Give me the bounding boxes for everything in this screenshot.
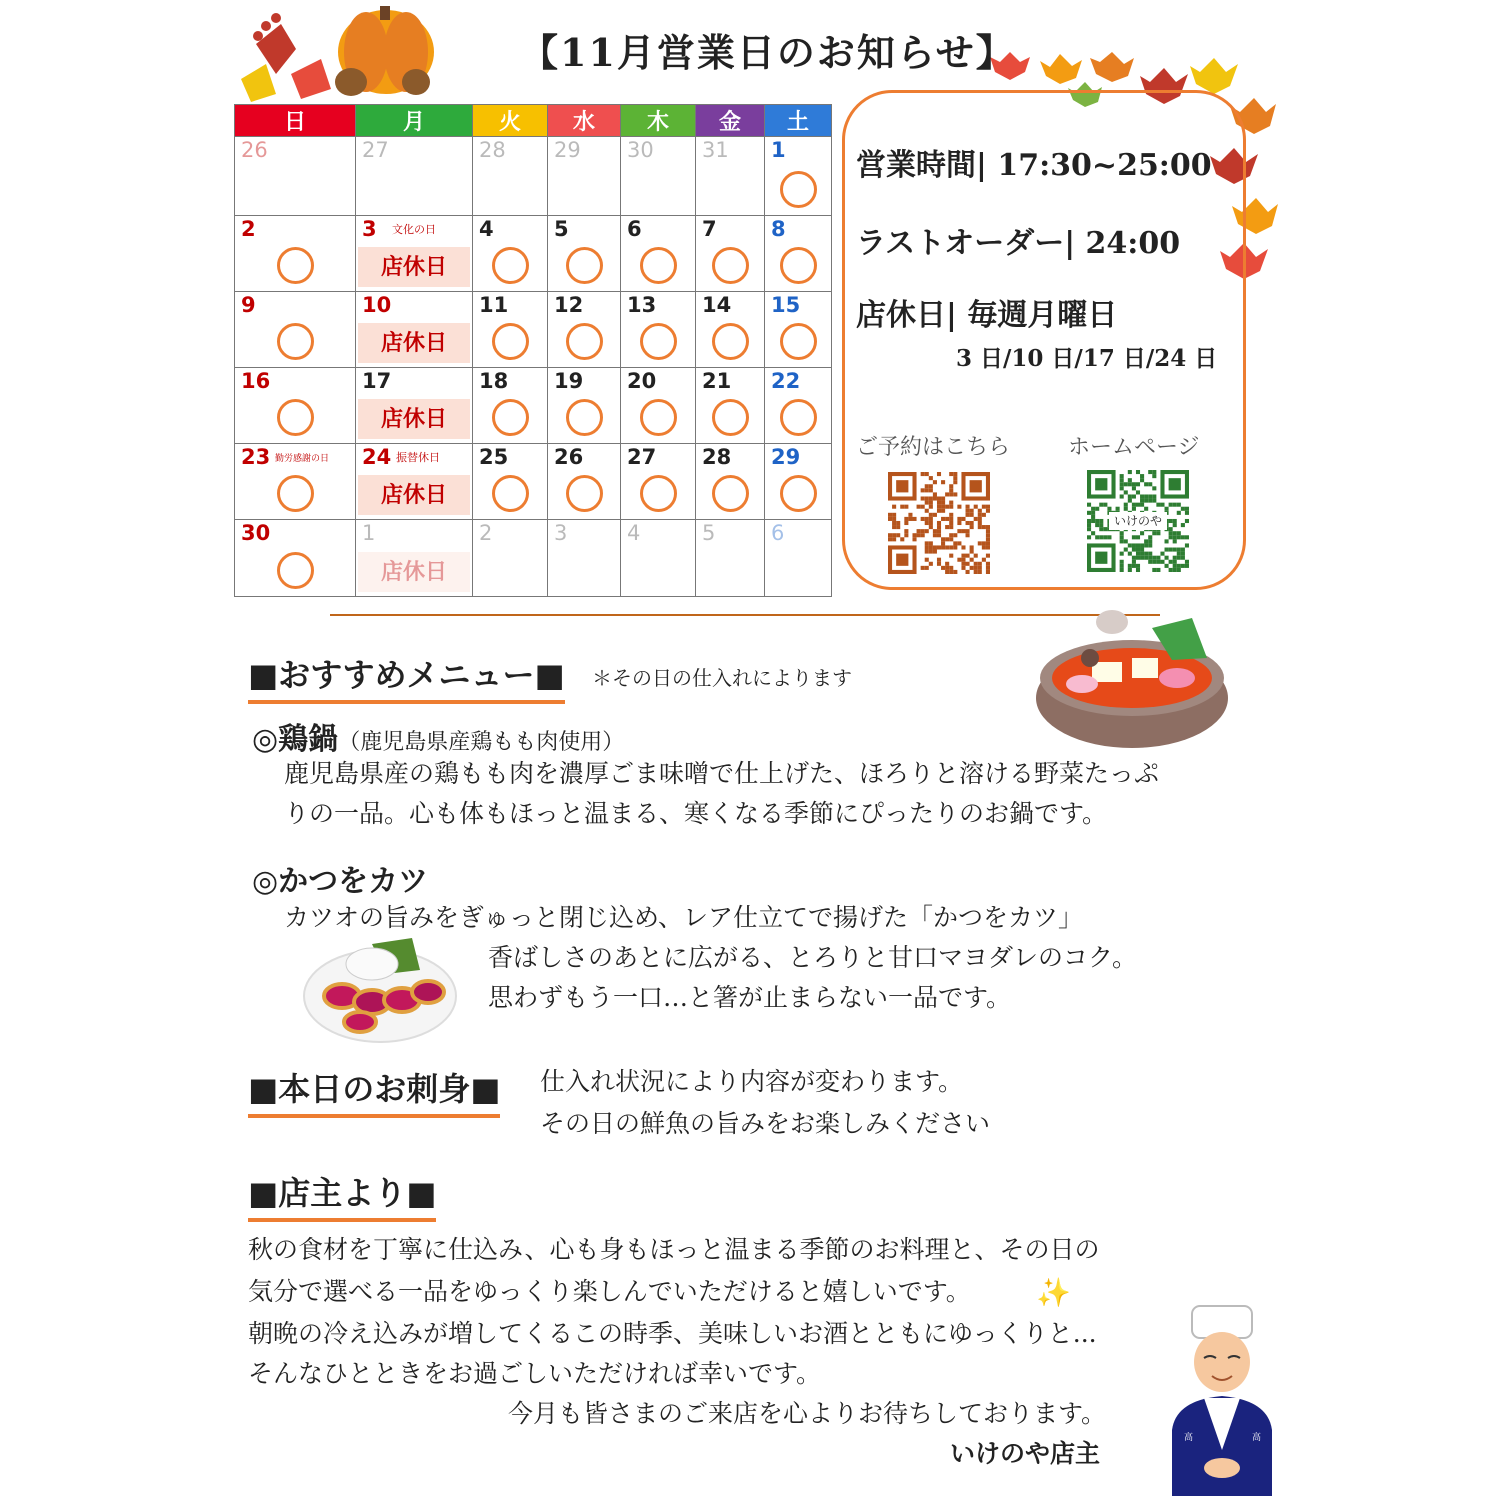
calendar-day-cell — [548, 444, 621, 520]
dish1-subtitle: （鹿児島県産鶏もも肉使用） — [338, 730, 625, 755]
calendar-date-number: 4 — [627, 521, 641, 545]
calendar-date-number: 29 — [771, 445, 801, 469]
calendar-day-cell — [235, 368, 356, 444]
page-title: 【11月営業日のお知らせ】 — [520, 30, 1016, 75]
open-day-circle — [712, 247, 749, 284]
open-day-circle — [277, 399, 314, 436]
calendar-day-cell — [765, 292, 832, 368]
weekday-header: 木 — [621, 105, 696, 137]
calendar-day-cell — [621, 216, 696, 292]
calendar-date-number: 8 — [771, 217, 786, 241]
calendar-date-number: 30 — [627, 138, 654, 162]
calendar-date-number: 12 — [554, 293, 584, 317]
svg-text:高: 高 — [1184, 1433, 1194, 1443]
open-day-circle — [780, 399, 817, 436]
dish1-name: ◎鶏鍋 — [252, 722, 339, 757]
dish2-description-line3: 思わずもう一口…と箸が止まらない一品です。 — [488, 983, 1012, 1012]
open-day-circle — [277, 475, 314, 512]
calendar-date-number: 16 — [241, 369, 271, 393]
closed-day-badge: 店休日 — [358, 247, 470, 287]
calendar-day-cell — [696, 520, 765, 597]
sashimi-line2: その日の鮮魚の旨みをお楽しみください — [540, 1109, 991, 1138]
weekday-header: 水 — [548, 105, 621, 137]
calendar-day-cell — [356, 444, 473, 520]
calendar-date-number: 6 — [771, 521, 785, 545]
calendar-day-cell — [356, 292, 473, 368]
calendar-day-cell — [621, 368, 696, 444]
closed-day-badge: 店休日 — [358, 399, 470, 439]
calendar-day-cell — [356, 520, 473, 597]
calendar-date-number: 2 — [479, 521, 493, 545]
calendar-date-number: 25 — [479, 445, 509, 469]
calendar-date-number: 13 — [627, 293, 657, 317]
calendar-day-cell — [235, 216, 356, 292]
reservation-qr-code[interactable] — [888, 472, 990, 574]
calendar-day-cell — [696, 137, 765, 216]
calendar-date-number: 27 — [627, 445, 657, 469]
closed-dates: 3 日/10 日/17 日/24 日 — [956, 345, 1218, 372]
sparkle-icon: ✨ — [1036, 1276, 1071, 1309]
calendar-day-cell — [473, 520, 548, 597]
calendar-date-number: 28 — [479, 138, 506, 162]
calendar-date-number: 21 — [702, 369, 732, 393]
open-day-circle — [780, 247, 817, 284]
weekday-header: 火 — [473, 105, 548, 137]
calendar-date-number: 31 — [702, 138, 729, 162]
owner-line3: 朝晩の冷え込みが増してくるこの時季、美味しいお酒とともにゆっくりと... — [248, 1319, 1097, 1348]
calendar-date-number: 20 — [627, 369, 657, 393]
sashimi-heading: ■本日のお刺身■ — [248, 1064, 500, 1118]
calendar-day-cell — [765, 444, 832, 520]
calendar-date-number: 3 — [554, 521, 568, 545]
calendar-date-number: 29 — [554, 138, 581, 162]
calendar-date-number: 5 — [702, 521, 716, 545]
homepage-label: ホームページ — [1068, 435, 1200, 460]
calendar-day-cell — [548, 137, 621, 216]
chicken-hotpot-illustration — [1032, 598, 1238, 756]
open-day-circle — [492, 247, 529, 284]
menu-note: ＊その日の仕入れによります — [592, 666, 852, 690]
calendar-day-cell — [356, 368, 473, 444]
open-day-circle — [277, 552, 314, 589]
calendar-date-number: 17 — [362, 369, 392, 393]
autumn-decoration-illustration — [236, 4, 436, 104]
weekday-header: 日 — [235, 105, 356, 137]
open-day-circle — [566, 247, 603, 284]
calendar-date-number: 1 — [771, 138, 786, 162]
dish1-description-line1: 鹿児島県産の鶏もも肉を濃厚ごま味噌で仕上げた、ほろりと溶ける野菜たっぷ — [284, 759, 1160, 788]
holiday-label: 振替休日 — [396, 451, 440, 464]
calendar-day-cell — [356, 137, 473, 216]
calendar-date-number: 19 — [554, 369, 584, 393]
calendar-day-cell — [696, 368, 765, 444]
svg-text:高: 高 — [1252, 1433, 1262, 1443]
calendar-day-cell — [765, 216, 832, 292]
calendar-date-number: 23 — [241, 445, 271, 469]
closed-day-badge: 店休日 — [358, 323, 470, 363]
open-day-circle — [566, 399, 603, 436]
calendar-day-cell — [548, 368, 621, 444]
calendar-day-cell — [235, 444, 356, 520]
open-day-circle — [780, 323, 817, 360]
calendar-day-cell — [356, 216, 473, 292]
calendar-date-number: 9 — [241, 293, 256, 317]
calendar-day-cell — [473, 292, 548, 368]
open-day-circle — [277, 247, 314, 284]
calendar-date-number: 10 — [362, 293, 392, 317]
open-day-circle — [640, 323, 677, 360]
dish2-description-line1: カツオの旨みをぎゅっと閉じ込め、レア仕立てで揚げた「かつをカツ」 — [284, 903, 1084, 932]
open-day-circle — [712, 323, 749, 360]
business-hours: 営業時間| 17:30~25:00 — [856, 148, 1212, 183]
calendar-day-cell — [548, 520, 621, 597]
closed-days: 店休日| 毎週月曜日 — [856, 298, 1118, 333]
dish2-name: ◎かつをカツ — [252, 864, 429, 899]
holiday-label: 勤労感謝の日 — [275, 454, 330, 464]
calendar-date-number: 3 — [362, 217, 377, 241]
qr-center-label: いけのや — [1109, 512, 1167, 530]
calendar-day-cell — [621, 444, 696, 520]
calendar-date-number: 5 — [554, 217, 569, 241]
dish1-description-line2: りの一品。心も体もほっと温まる、寒くなる季節にぴったりのお鍋です。 — [284, 799, 1108, 828]
closed-day-badge: 店休日 — [358, 475, 470, 515]
calendar-day-cell — [696, 444, 765, 520]
open-day-circle — [640, 399, 677, 436]
calendar-day-cell — [696, 216, 765, 292]
calendar-date-number: 26 — [241, 138, 268, 162]
sashimi-line1: 仕入れ状況により内容が変わります。 — [540, 1067, 964, 1096]
open-day-circle — [640, 475, 677, 512]
calendar-day-cell — [621, 292, 696, 368]
calendar-date-number: 18 — [479, 369, 509, 393]
weekday-header: 月 — [356, 105, 473, 137]
calendar-day-cell — [621, 520, 696, 597]
november-calendar — [234, 104, 832, 597]
owner-line1: 秋の食材を丁寧に仕込み、心も身もほっと温まる季節のお料理と、その日の — [248, 1235, 1100, 1264]
calendar-date-number: 2 — [241, 217, 256, 241]
katsuo-cutlet-illustration — [302, 934, 458, 1046]
calendar-day-cell — [548, 292, 621, 368]
calendar-date-number: 24 — [362, 445, 392, 469]
open-day-circle — [780, 475, 817, 512]
calendar-day-cell — [473, 137, 548, 216]
open-day-circle — [277, 323, 314, 360]
calendar-date-number: 11 — [479, 293, 509, 317]
dish2-description-line2: 香ばしさのあとに広がる、とろりと甘口マヨダレのコク。 — [488, 943, 1138, 972]
calendar-date-number: 1 — [362, 521, 376, 545]
calendar-date-number: 4 — [479, 217, 494, 241]
calendar-date-number: 30 — [241, 521, 271, 545]
calendar-date-number: 14 — [702, 293, 732, 317]
calendar-day-cell — [473, 444, 548, 520]
calendar-day-cell — [765, 368, 832, 444]
calendar-date-number: 7 — [702, 217, 717, 241]
owner-line4: そんなひとときをお過ごしいただければ幸いです。 — [248, 1359, 822, 1388]
weekday-header: 金 — [696, 105, 765, 137]
owner-line5: 今月も皆さまのご来店を心よりお待ちしております。 — [508, 1399, 1107, 1428]
calendar-day-cell — [548, 216, 621, 292]
reservation-label: ご予約はこちら — [856, 435, 1011, 460]
calendar-date-number: 22 — [771, 369, 801, 393]
calendar-day-cell — [765, 137, 832, 216]
calendar-date-number: 6 — [627, 217, 642, 241]
calendar-date-number: 26 — [554, 445, 584, 469]
calendar-day-cell — [235, 520, 356, 597]
calendar-day-cell — [696, 292, 765, 368]
calendar-date-number: 28 — [702, 445, 732, 469]
calendar-day-cell — [621, 137, 696, 216]
weekday-header: 土 — [765, 105, 832, 137]
dish1-title — [252, 714, 624, 758]
open-day-circle — [712, 475, 749, 512]
chef-illustration — [1164, 1300, 1280, 1496]
open-day-circle — [492, 323, 529, 360]
calendar-day-cell — [765, 520, 832, 597]
open-day-circle — [566, 323, 603, 360]
closed-day-badge: 店休日 — [358, 552, 470, 592]
calendar-day-cell — [235, 137, 356, 216]
open-day-circle — [492, 475, 529, 512]
open-day-circle — [566, 475, 603, 512]
calendar-date-number: 27 — [362, 138, 389, 162]
owner-line2: 気分で選べる一品をゆっくり楽しんでいただけると嬉しいです。 — [248, 1277, 971, 1306]
owner-signature: いけのや店主 — [950, 1439, 1101, 1468]
calendar-day-cell — [473, 216, 548, 292]
open-day-circle — [640, 247, 677, 284]
calendar-day-cell — [473, 368, 548, 444]
owner-message-heading: ■店主より■ — [248, 1168, 436, 1222]
calendar-day-cell — [235, 292, 356, 368]
recommended-menu-heading: ■おすすめメニュー■ — [248, 650, 565, 704]
open-day-circle — [712, 399, 749, 436]
open-day-circle — [492, 399, 529, 436]
holiday-label: 文化の日 — [392, 223, 436, 236]
open-day-circle — [780, 171, 817, 208]
calendar-date-number: 15 — [771, 293, 801, 317]
last-order: ラストオーダー| 24:00 — [856, 226, 1181, 261]
